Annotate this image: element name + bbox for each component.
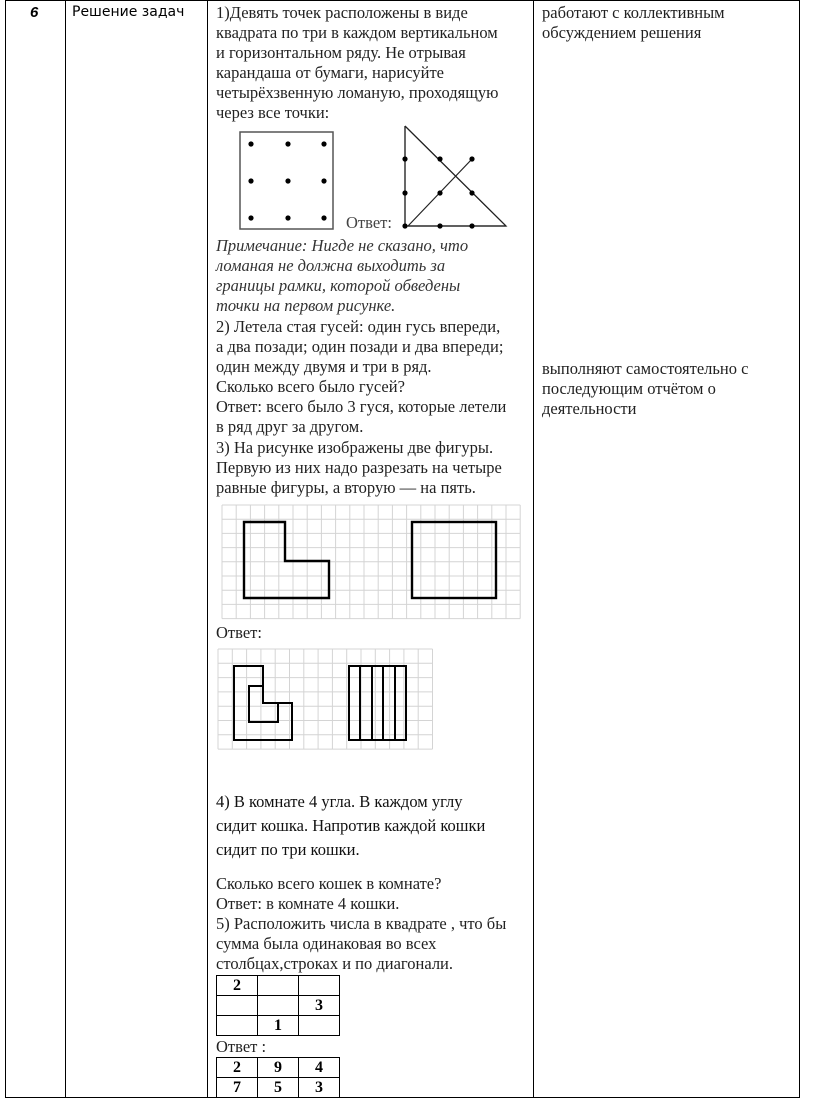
activity-line: работают с коллективным bbox=[542, 3, 725, 22]
task4-bold-line: сидит кошка. Напротив каждой кошки bbox=[216, 816, 486, 835]
grid-cell: 2 bbox=[217, 976, 258, 996]
task2-line: один между двумя и три в ряд. bbox=[216, 357, 432, 376]
grid-cell bbox=[258, 996, 299, 1016]
activity-line: последующим отчётом о bbox=[542, 379, 716, 398]
task3-line: Первую из них надо разрезать на четыре bbox=[216, 458, 502, 477]
activity-cell bbox=[534, 1, 800, 1098]
lesson-table bbox=[5, 0, 800, 1098]
task1-line: 1)Девять точек расположены в виде bbox=[216, 3, 468, 22]
task1-note-line: ломаная не должна выходить за bbox=[216, 256, 446, 275]
grid-cell: 3 bbox=[299, 996, 340, 1016]
task5-line: 5) Расположить числа в квадрате , что бы bbox=[216, 914, 507, 933]
task1-line: квадрата по три в каждом вертикальном bbox=[216, 23, 498, 42]
task3-answer-label: Ответ: bbox=[216, 623, 262, 642]
task3-answer-grid bbox=[218, 649, 433, 749]
grid-cell: 4 bbox=[299, 1058, 340, 1078]
task5-line: столбцах,строках и по диагонали. bbox=[216, 954, 454, 973]
grid-cell bbox=[217, 996, 258, 1016]
task4-line: Сколько всего кошек в комнате? bbox=[216, 874, 442, 893]
task4-line: Ответ: в комнате 4 кошки. bbox=[216, 894, 400, 913]
grid-cell bbox=[299, 976, 340, 996]
activity-line: обсуждением решения bbox=[542, 23, 702, 42]
task1-note-line: Примечание: Нигде не сказано, что bbox=[216, 236, 469, 255]
activity-line: деятельности bbox=[542, 399, 637, 418]
task-cell bbox=[208, 1, 534, 1098]
row-number-cell bbox=[6, 1, 66, 1098]
task5-line: сумма была одинаковая во всех bbox=[216, 934, 437, 953]
grid-cell bbox=[258, 976, 299, 996]
task1-answer-label: Ответ: bbox=[346, 213, 392, 232]
row-number: 6 bbox=[30, 4, 39, 21]
grid-cell: 5 bbox=[258, 1078, 299, 1098]
task2-line: а два позади; один позади и два впереди; bbox=[216, 337, 504, 356]
activity-content bbox=[534, 1, 799, 1097]
grid-cell bbox=[217, 1016, 258, 1036]
task3-line: равные фигуры, а вторую — на пять. bbox=[216, 478, 476, 497]
grid-cell: 3 bbox=[299, 1078, 340, 1098]
task1-note-line: точки на первом рисунке. bbox=[216, 296, 396, 315]
task2-line: 2) Летела стая гусей: один гусь впереди, bbox=[216, 317, 501, 336]
table-row bbox=[6, 1, 800, 1098]
task1-line: через все точки: bbox=[216, 103, 330, 122]
grid-cell: 9 bbox=[258, 1058, 299, 1078]
task3-answer-figures bbox=[208, 1, 533, 761]
task1-line: карандаша от бумаги, нарисуйте bbox=[216, 63, 444, 82]
task1-note-line: границы рамки, которой обведены bbox=[216, 276, 461, 295]
magic-square-answer bbox=[216, 1057, 340, 1098]
task2-line: Ответ: всего было 3 гуся, которые летели bbox=[216, 397, 507, 416]
grid-cell bbox=[299, 1016, 340, 1036]
grid-cell: 7 bbox=[217, 1078, 258, 1098]
activity-line: выполняют самостоятельно с bbox=[542, 359, 749, 378]
grid-cell: 1 bbox=[258, 1016, 299, 1036]
magic-square-task bbox=[216, 975, 340, 1036]
task3-line: 3) На рисунке изображены две фигуры. bbox=[216, 438, 494, 457]
section-cell bbox=[66, 1, 208, 1098]
task2-line: в ряд друг за другом. bbox=[216, 417, 364, 436]
task4-bold-line: сидит по три кошки. bbox=[216, 840, 360, 859]
task4-bold-line: 4) В комнате 4 угла. В каждом углу bbox=[216, 792, 463, 811]
task-content bbox=[208, 1, 533, 1097]
task2-line: Сколько всего было гусей? bbox=[216, 377, 405, 396]
task1-line: и горизонтальном ряду. Не отрывая bbox=[216, 43, 466, 62]
task5-answer-label: Ответ : bbox=[216, 1037, 267, 1056]
grid-cell: 2 bbox=[217, 1058, 258, 1078]
task1-line: четырёхзвенную ломаную, проходящую bbox=[216, 83, 499, 102]
section-title: Решение задач bbox=[72, 4, 185, 20]
